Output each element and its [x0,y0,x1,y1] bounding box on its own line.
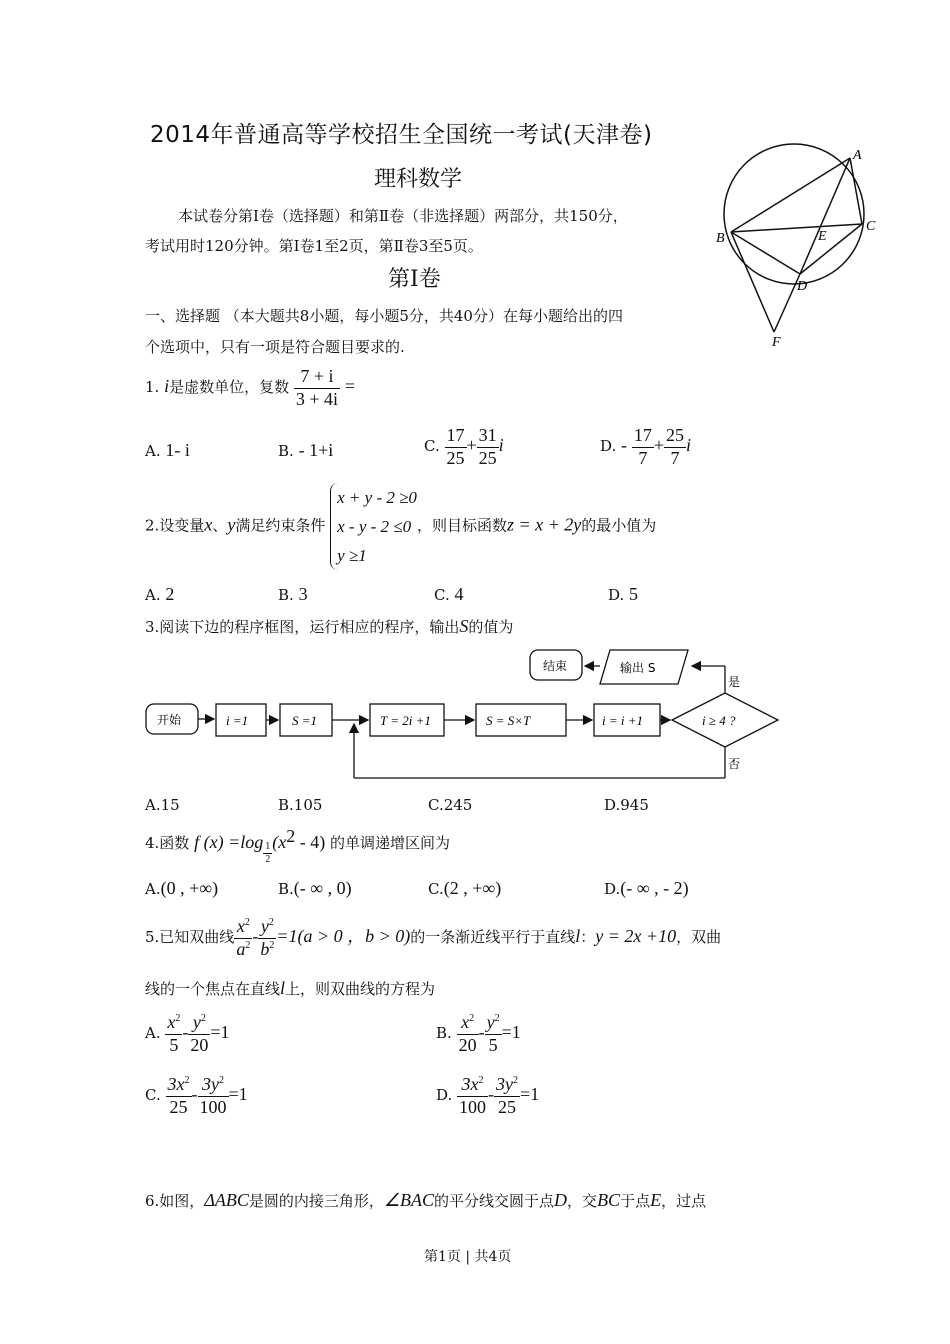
label-e: E [818,229,827,244]
label-c: C [866,219,876,234]
volume-heading: 第Ⅰ卷 [388,267,441,292]
label-d: D [797,279,808,294]
q1-option-b: B. - 1+i [278,440,334,460]
q3-option-d: D.945 [604,796,649,814]
exam-title: 2014年普通高等学校招生全国统一考试(天津卷) [150,122,653,148]
fc-init-s-text: S =1 [292,713,318,728]
q1-option-c: C. $\frac{17}{25}$ + $\frac{31}{25}$ i [424,425,504,468]
q2-option-c: C. 4 [434,584,464,604]
q5-option-d: D. $\frac{3x^2}{100}$ - $\frac{3y^2}{25}$ =1 [436,1074,540,1117]
fc-s-text: S = S×T [486,713,531,728]
exam-subtitle: 理科数学 [374,167,463,192]
fc-t-text: T = 2i +1 [380,713,431,728]
label-f: F [772,335,781,350]
q4-option-a: A.(0 , +∞) [145,878,219,898]
segment-bc [731,224,862,232]
question-5: 5.已知双曲线 $\frac{x^2}{a^2}$ - $\frac{y^2}{b^2}$ =1(a > 0 ，b > 0)的一条渐近线平行于直线l：y = 2x +10，双曲 [145,916,722,959]
q1-text: 是虚数单位，复数 [169,378,290,397]
q4-option-c: C.(2 , +∞) [428,878,502,898]
question-1 [145,366,355,410]
page-footer: 第1页 | 共4页 [424,1249,512,1265]
segment-bf [731,232,774,332]
question-2: 2.设变量x、y满足约束条件 x + y - 2 ≥0 x - y - 2 ≤0 y ≥1 ，则目标函数z = x + 2y的最小值为 [145,483,656,570]
q1-equals: = [344,376,355,397]
q1-fraction: $\frac{7 + i}{3 + 4i}$ [295,366,339,409]
label-b: B [716,231,725,246]
fc-init-i-text: i =1 [226,713,249,728]
q2-option-d: D. 5 [608,584,639,604]
q4-option-b: B.(- ∞ , 0) [278,878,352,898]
section-line-2: 个选项中，只有一项是符合题目要求的. [145,338,405,356]
q3-option-c: C.245 [428,796,473,814]
segment-ab [731,158,850,232]
q5-option-c: C. $\frac{3x^2}{25}$ - $\frac{3y^2}{100}$ =1 [145,1074,248,1117]
q4-option-d: D.(- ∞ , - 2) [604,878,689,898]
q3-option-a: A.15 [145,796,180,814]
fc-yes: 是 [728,675,741,689]
q2-option-a: A. 2 [145,584,175,604]
fc-no: 否 [728,757,741,771]
q2-option-b: B. 3 [278,584,308,604]
label-a: A [853,148,862,163]
q3-option-b: B.105 [278,796,323,814]
fc-output-text: 输出 S [620,661,656,675]
intro-line-1: 本试卷分第Ⅰ卷（选择题）和第Ⅱ卷（非选择题）两部分，共150分， [178,207,628,225]
segment-cd [800,224,862,274]
question-5-line-2: 线的一个焦点在直线l上，则双曲线的方程为 [145,978,436,998]
q5-option-b: B. $\frac{x^2}{20}$ - $\frac{y^2}{5}$ =1 [436,1012,521,1055]
fc-inc-text: i = i +1 [602,713,644,728]
q1-prefix: 1. [145,378,160,397]
q1-var: i [164,376,170,397]
segment-ad [800,158,850,274]
segment-bd [731,232,800,274]
q5-option-a: A. $\frac{x^2}{5}$ - $\frac{y^2}{20}$ =1 [145,1012,230,1055]
fc-condition-text: i ≥ 4 ? [702,713,736,728]
question-3: 3.阅读下边的程序框图，运行相应的程序，输出S的值为 [145,616,514,636]
flowchart [140,640,790,790]
question-4: 4.函数 f (x) =log $\frac{1}{2}$ $(x^2 - 4)$ 的单调递增区间为 [145,826,451,865]
q2-constraints: x + y - 2 ≥0 x - y - 2 ≤0 y ≥1 [330,483,417,570]
fc-end-text: 结束 [543,659,568,673]
question-6: 6.如图，ΔABC是圆的内接三角形，∠BAC的平分线交圆于点D，交BC于点E，过点 [145,1190,707,1210]
q1-option-d: D. - $\frac{17}{7}$ + $\frac{25}{7}$ i [600,425,691,468]
geometry-figure [700,130,900,350]
fc-start-text: 开始 [157,713,182,727]
q1-option-a: A. 1- i [145,440,190,460]
intro-line-2: 考试用时120分钟。第Ⅰ卷1至2页，第Ⅱ卷3至5页。 [145,237,483,255]
section-line-1: 一、选择题 （本大题共8小题，每小题5分，共40分）在每小题给出的四 [145,307,623,325]
